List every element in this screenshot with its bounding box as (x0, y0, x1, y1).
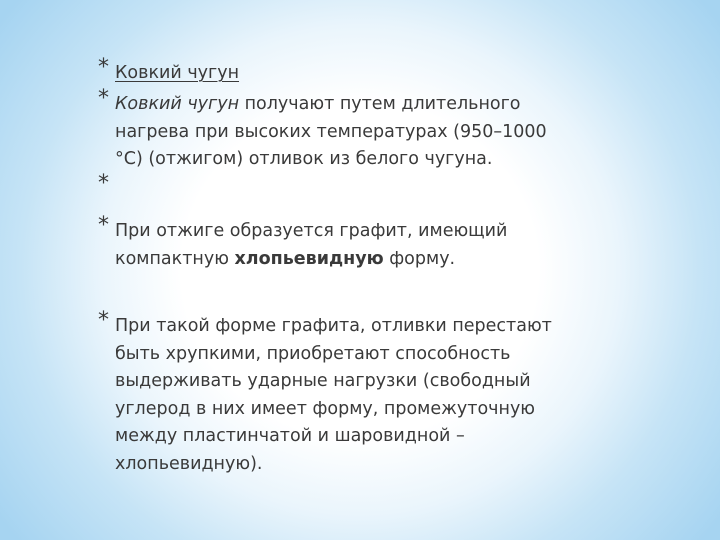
asterisk-bullet-icon: * (98, 86, 109, 111)
definition-text (115, 91, 578, 174)
annealing-pre: При отжиге образуется графит, имеющий компактную (115, 221, 508, 269)
bullet-properties (98, 308, 588, 478)
annealing-post: форму. (383, 248, 456, 269)
asterisk-bullet-icon: * (98, 213, 109, 238)
heading-text: Ковкий чугун (115, 63, 240, 83)
annealing-text (115, 218, 568, 273)
annealing-bold: хлопьевидную (234, 248, 384, 269)
bullet-definition (98, 86, 578, 174)
definition-body: получают путем длительного нагрева при высоких температурах (950–1000 °С) (отжигом) отливок из белого чугуна. (115, 94, 547, 169)
asterisk-bullet-icon: * (98, 308, 109, 333)
asterisk-bullet-icon: * (98, 55, 109, 80)
bullet-annealing (98, 213, 568, 273)
definition-term: Ковкий чугун (115, 94, 240, 114)
bullet-heading (98, 55, 240, 88)
properties-text: При такой форме графита, отливки перестают быть хрупкими, приобретают способность выдерживать ударные нагрузки (свободный углерод в них имеет форму, промежуточную между пластинчатой и шаровидной – хлопьевидную). (115, 316, 552, 474)
asterisk-bullet-icon: * (98, 171, 109, 196)
